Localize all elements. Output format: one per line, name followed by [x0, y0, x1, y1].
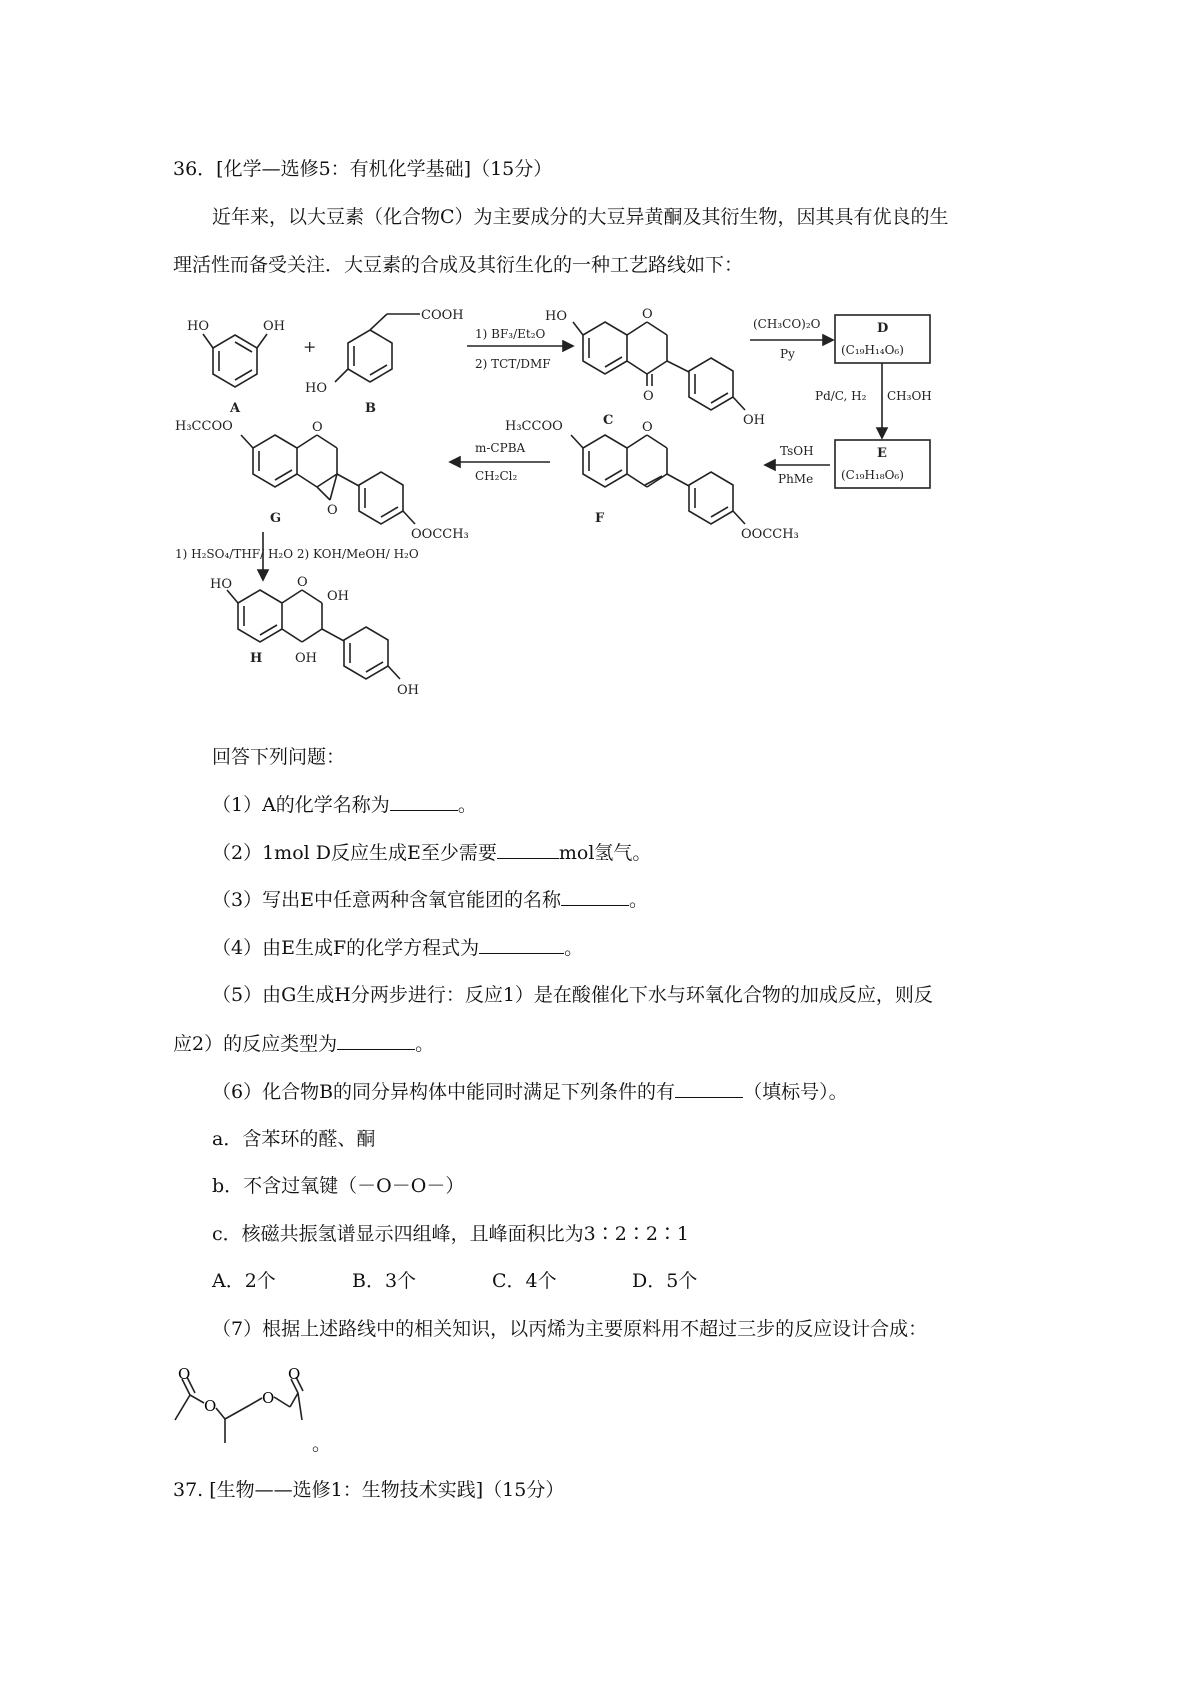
- reagent-fg-2: CH₂Cl₂: [475, 469, 518, 483]
- reagent-cd-2: Py: [780, 347, 795, 361]
- a-oh-group: OH: [263, 319, 285, 334]
- label-e: E: [877, 446, 887, 461]
- condition-c: c．核磁共振氢谱显示四组峰，且峰面积比为3∶2∶2∶1: [212, 1223, 689, 1245]
- question-6-end: （填标号）。: [743, 1081, 848, 1103]
- g-ring-o: O: [312, 420, 323, 435]
- label-f: F: [595, 511, 605, 526]
- question-2-text: （2）1mol D反应生成E至少需要: [212, 842, 497, 864]
- question-7: （7）根据上述路线中的相关知识，以丙烯为主要原料用不超过三步的反应设计合成：: [212, 1318, 928, 1340]
- answer-prompt: 回答下列问题：: [212, 746, 346, 768]
- question-2-end: mol氢气。: [558, 842, 652, 864]
- question-5-text: 应2）的反应类型为: [173, 1033, 338, 1055]
- target-carbonyl-o-2: O: [288, 1365, 301, 1383]
- reagent-ab-2: 2) TCT/DMF: [475, 357, 551, 371]
- g-acetoxy-right: OOCCH₃: [411, 527, 469, 542]
- q36-header: 36．[化学—选修5：有机化学基础]（15分）: [173, 158, 553, 180]
- target-ester-o-2: O: [262, 1389, 275, 1407]
- label-d: D: [877, 321, 889, 336]
- target-ester-o-1: O: [204, 1397, 217, 1415]
- q36-intro-line1: 近年来，以大豆素（化合物C）为主要成分的大豆异黄酮及其衍生物，因其具有优良的生: [212, 206, 949, 228]
- reagent-fg-1: m-CPBA: [475, 441, 526, 455]
- answer-blank-2[interactable]: [497, 840, 559, 859]
- answer-blank-4[interactable]: [479, 935, 564, 954]
- condition-b: b．不含过氧键（－O－O－）: [212, 1175, 465, 1197]
- question-6: [212, 1079, 848, 1104]
- question-7-end: 。: [312, 1433, 332, 1455]
- f-acetoxy-left: H₃CCOO: [505, 419, 563, 434]
- answer-blank-1[interactable]: [390, 792, 458, 811]
- c-oh-group: OH: [743, 413, 765, 428]
- h-ring-o: O: [297, 575, 308, 590]
- condition-a: a．含苯环的醛、酮: [212, 1128, 376, 1150]
- reagent-de-1: Pd/C, H₂: [815, 389, 867, 403]
- options-row: [212, 1269, 772, 1293]
- answer-blank-5[interactable]: [337, 1031, 415, 1050]
- option-d[interactable]: D．5个: [632, 1270, 698, 1292]
- question-5-end: 。: [415, 1033, 435, 1055]
- formula-e: (C₁₉H₁₈O₆): [841, 468, 904, 482]
- g-acetoxy-left: H₃CCOO: [175, 419, 233, 434]
- b-cooh-group: COOH: [421, 308, 464, 323]
- synthesis-route-scheme: [175, 300, 1030, 720]
- question-6-text: （6）化合物B的同分异构体中能同时满足下列条件的有: [212, 1081, 676, 1103]
- label-h: H: [250, 651, 263, 666]
- reagent-ef-1: TsOH: [780, 444, 814, 458]
- question-1: [212, 792, 477, 817]
- question-1-text: （1）A的化学名称为: [212, 794, 390, 816]
- answer-blank-3[interactable]: [561, 887, 629, 906]
- c-ring-o: O: [642, 307, 653, 322]
- question-3-end: 。: [628, 889, 648, 911]
- h-oh-phenol: OH: [397, 683, 419, 698]
- b-ho-group: HO: [305, 381, 327, 396]
- c-ho-group: HO: [545, 309, 567, 324]
- reagent-cd-1: (CH₃CO)₂O: [753, 317, 821, 331]
- option-c[interactable]: C．4个: [492, 1270, 557, 1292]
- target-carbonyl-o-1: O: [178, 1365, 191, 1383]
- h-oh-3: OH: [327, 589, 349, 604]
- c-carbonyl-o: O: [643, 389, 654, 404]
- question-3: [212, 887, 648, 912]
- label-c: C: [603, 413, 614, 428]
- reagent-ab-1: 1) BF₃/Et₂O: [475, 327, 546, 341]
- answer-blank-6[interactable]: [675, 1079, 743, 1098]
- reagent-gh: 1) H₂SO₄/THF/ H₂O 2) KOH/MeOH/ H₂O: [175, 547, 419, 561]
- q37-header: 37. [生物——选修1：生物技术实践]（15分）: [173, 1479, 565, 1501]
- label-g: G: [270, 511, 282, 526]
- question-1-end: 。: [457, 794, 477, 816]
- q36-intro-line2: 理活性而备受关注．大豆素的合成及其衍生化的一种工艺路线如下：: [173, 254, 744, 276]
- label-a: A: [230, 401, 241, 416]
- question-4: [212, 935, 583, 960]
- question-5-line2: [173, 1031, 434, 1056]
- a-ho-group: HO: [187, 319, 209, 334]
- f-acetoxy-right: OOCCH₃: [741, 527, 799, 542]
- question-4-end: 。: [564, 937, 584, 959]
- question-3-text: （3）写出E中任意两种含氧官能团的名称: [212, 889, 561, 911]
- label-b: B: [365, 401, 376, 416]
- question-2: [212, 840, 651, 865]
- option-b[interactable]: B．3个: [352, 1270, 417, 1292]
- g-epoxide-o: O: [327, 503, 338, 518]
- h-ho-group: HO: [210, 577, 232, 592]
- formula-d: (C₁₉H₁₄O₆): [841, 343, 904, 357]
- h-oh-4: OH: [295, 651, 317, 666]
- question-5-line1: （5）由G生成H分两步进行：反应1）是在酸催化下水与环氧化合物的加成反应，则反: [212, 984, 933, 1006]
- reagent-de-2: CH₃OH: [887, 389, 932, 403]
- plus-sign: +: [303, 337, 317, 356]
- option-a[interactable]: A．2个: [212, 1270, 276, 1292]
- reagent-ef-2: PhMe: [778, 472, 814, 486]
- f-ring-o: O: [642, 420, 653, 435]
- question-4-text: （4）由E生成F的化学方程式为: [212, 937, 480, 959]
